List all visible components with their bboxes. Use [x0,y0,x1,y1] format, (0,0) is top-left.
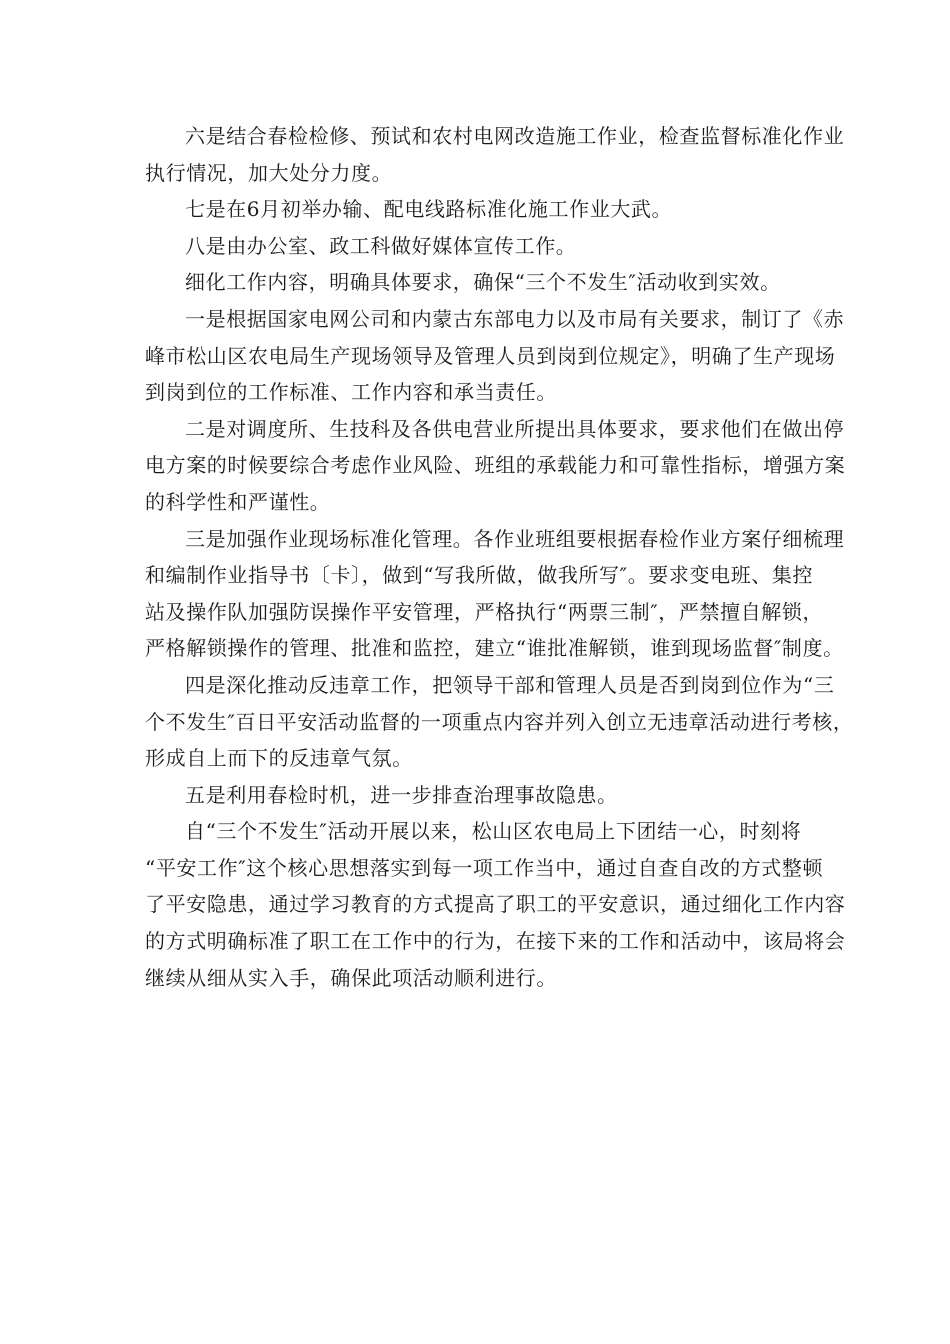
text-line: 和编制作业指导书〔卡〕，做到“写我所做，做我所写″。要求变电班、集控 [145,563,814,588]
text-line: 继续从细从实入手，确保此项活动顺利进行。 [145,965,557,990]
text-line: 了平安隐患，通过学习教育的方式提高了职工的平安意识，通过细化工作内容 [145,892,846,917]
document-body [145,118,854,996]
text-line: 形成自上而下的反违章气氛。 [145,746,413,771]
text-line: 峰市松山区农电局生产现场领导及管理人员到岗到位规定》，明确了生产现场 [145,343,836,368]
text-line: 一是根据国家电网公司和内蒙古东部电力以及市局有关要求，制订了《赤 [185,306,845,331]
text-line: 五是利用春检时机，进一步排查治理事故隐患。 [185,782,618,807]
text-line: 的方式明确标准了职工在工作中的行为，在接下来的工作和活动中，该局将会 [145,929,846,954]
text-line: 个不发生″百日平安活动监督的一项重点内容并列入创立无违章活动进行考核， [145,709,854,734]
text-line: 到岗到位的工作标准、工作内容和承当责任。 [145,380,557,405]
text-line: 细化工作内容，明确具体要求，确保“三个不发生″活动收到实效。 [185,270,781,295]
text-line: 电方案的时候要综合考虑作业风险、班组的承载能力和可靠性指标，增强方案 [145,453,846,478]
text-line: 八是由办公室、政工科做好媒体宣传工作。 [185,233,577,258]
text-line: 六是结合春检检修、预试和农村电网改造施工作业，检查监督标准化作业 [185,124,845,148]
text-line: 执行情况，加大处分力度。 [145,160,393,185]
text-line: 的科学性和严谨性。 [145,489,331,514]
text-line: “平安工作″这个核心思想落实到每一项工作当中，通过自查自改的方式整顿 [145,855,824,880]
text-line: 二是对调度所、生技科及各供电营业所提出具体要求，要求他们在做出停 [185,416,845,441]
text-line: 站及操作队加强防误操作平安管理，严格执行“两票三制″，严禁擅自解锁， [145,599,824,624]
text-line: 严格解锁操作的管理、批准和监控，建立“谁批准解锁，谁到现场监督″制度。 [145,636,844,661]
text-line: 三是加强作业现场标准化管理。各作业班组要根据春检作业方案仔细梳理 [185,526,845,551]
text-line: 七是在6月初举办输、配电线路标准化施工作业大武。 [185,197,673,222]
text-line: 自“三个不发生″活动开展以来，松山区农电局上下团结一心，时刻将 [185,819,802,844]
text-line: 四是深化推动反违章工作，把领导干部和管理人员是否到岗到位作为“三 [185,672,835,697]
